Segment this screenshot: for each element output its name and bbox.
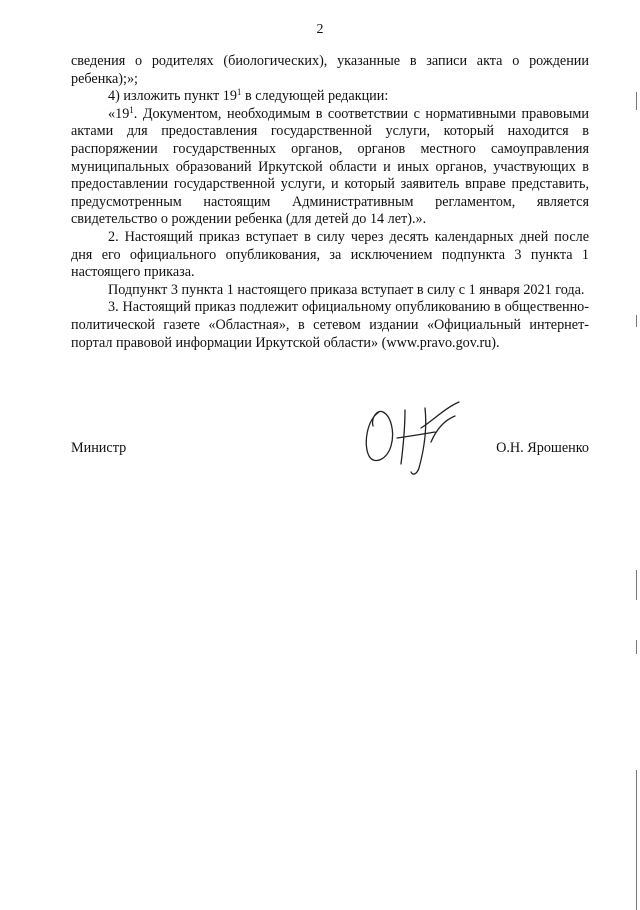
paragraph-effective-date: 2. Настоящий приказ вступает в силу через десять календарных дней после дня его официального опубликования, за исключением подпункта 3 пункта 1 настоящего приказа. [71, 228, 589, 281]
paragraph-parents-info: сведения о родителях (биологических), указанные в записи акта о рождении ребенка);»; [71, 53, 589, 87]
paragraph-item-4-text: 4) изложить пункт 19 [108, 88, 237, 105]
signer-name: О.Н. Ярошенко [496, 440, 589, 456]
paragraph-item-19-1-text: . Документом, необходимым в соответствии с нормативными правовыми актами для предоставления государственной услуги, который находится в распоряжении государственных органов, органов местного самоуправления муниципальных образований Иркутской области и иных органов, участвующих в предоставлении государственной услуги, и который заявитель вправе представить, предусмотренным настоящим Административным регламентом, является свидетельство о рождении ребенка (для детей до 14 лет).». [71, 105, 589, 228]
superscript: 1 [129, 104, 134, 115]
page-number: 2 [316, 22, 324, 37]
paragraph-item-4-text-end: в следующей редакции: [241, 88, 389, 105]
signer-title: Министр [71, 440, 127, 456]
document-body [71, 53, 589, 352]
paragraph-item-19-1-start: «19 [108, 105, 130, 122]
paragraph-item-4 [71, 88, 589, 106]
paragraph-subitem-effective: Подпункт 3 пункта 1 настоящего приказа вступает в силу с 1 января 2021 года. [108, 281, 585, 298]
handwritten-signature [361, 398, 471, 478]
paragraph-publication: 3. Настоящий приказ подлежит официальному опубликованию в общественно-политической газете «Областная», в сетевом издании «Официальный интернет-портал правовой информации Иркутской области» (www.pravo.gov.ru). [71, 299, 589, 351]
paragraph-item-19-1 [71, 106, 589, 229]
scan-edge-marks [633, 0, 637, 905]
superscript: 1 [236, 87, 242, 98]
